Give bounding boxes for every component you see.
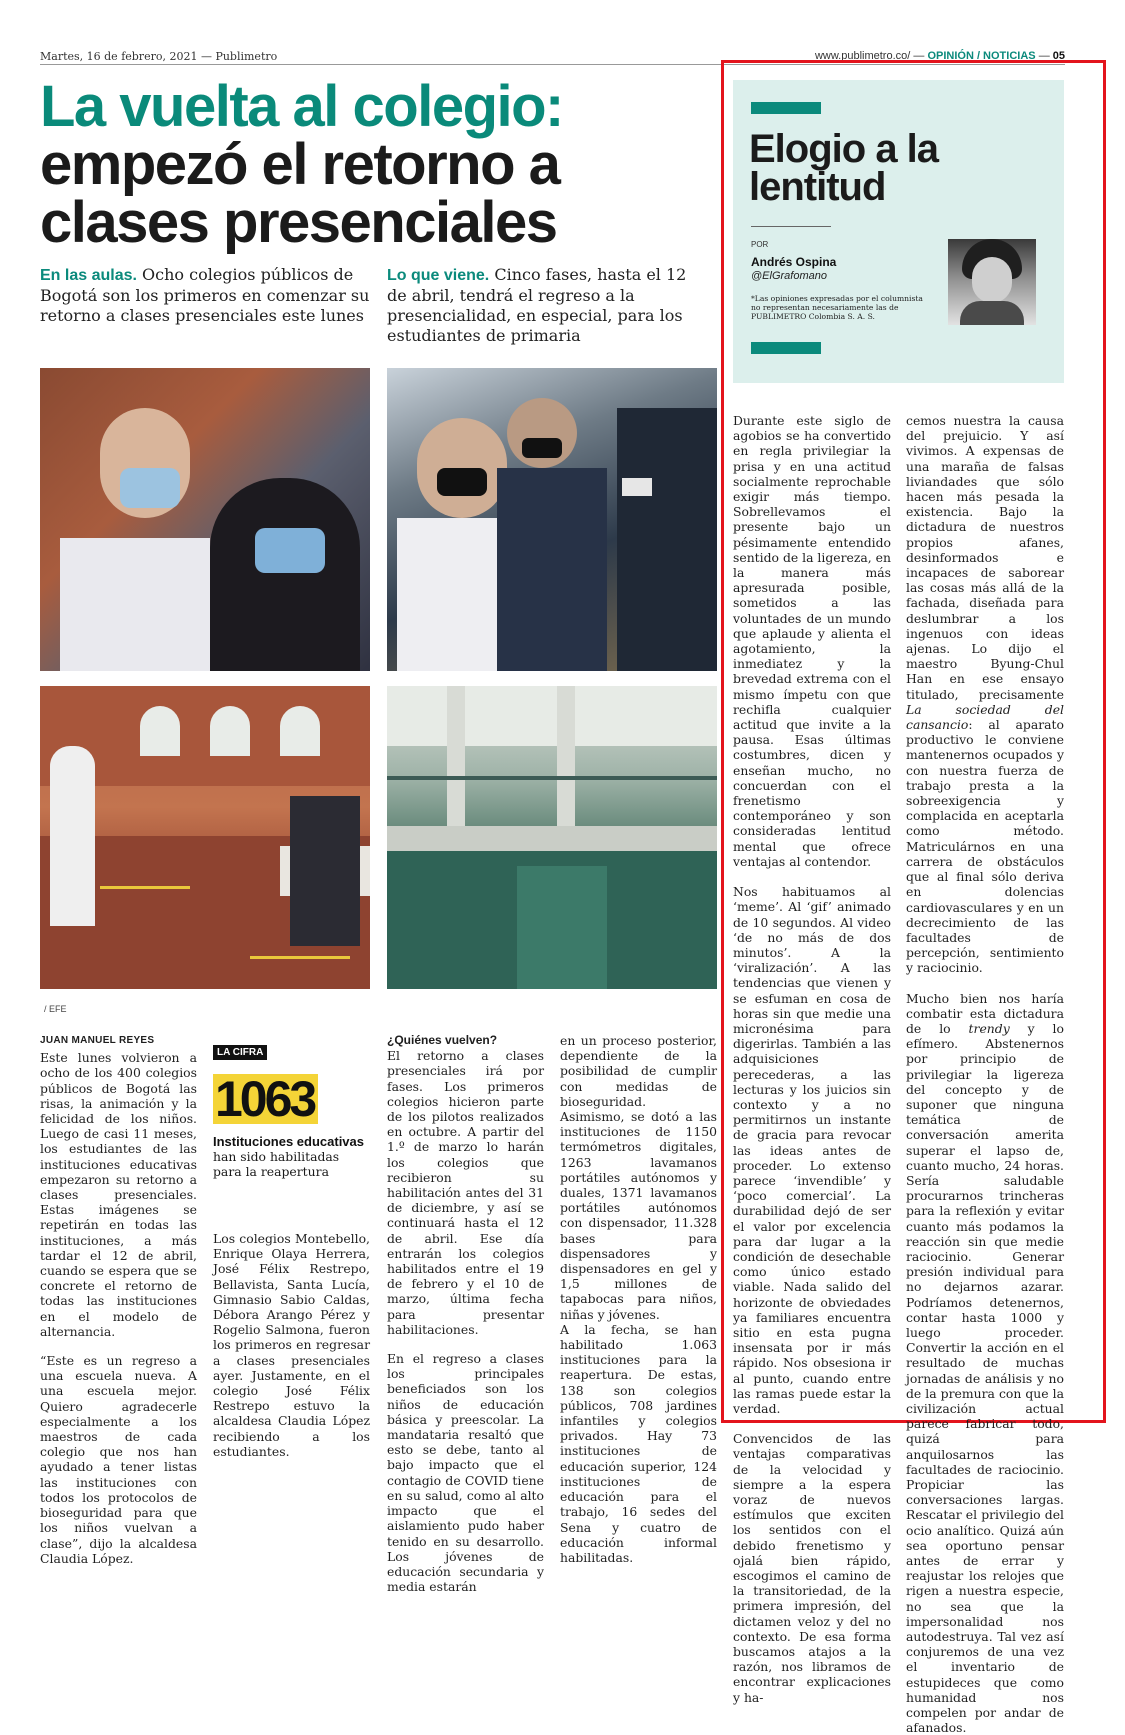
author-prefix: POR [751, 240, 769, 249]
book-title: La sociedad del cansancio [906, 701, 1064, 733]
article-deck-left [40, 265, 370, 326]
header-url: www.publimetro.co/ — [814, 50, 925, 62]
opinion-header-box [733, 80, 1064, 383]
text-run: Mucho bien nos haría combatir esta dictadura de lo [906, 990, 1064, 1036]
title-divider [751, 226, 831, 227]
photo-classroom-desks [40, 686, 370, 989]
paragraph: A la fecha, se han habilitado 1.063 instituciones para la reapertura. De estas, 138 son colegios públicos, 708 jardines infantiles y colegios privados. Hay 73 instituciones de educación superior, 124 instituciones de educación para el trabajo, 16 sedes del Sena y cuatro de educación informal habilitadas. [560, 1321, 717, 1565]
deck-left-lead: En las aulas. [40, 267, 137, 284]
article-column-2 [213, 1231, 370, 1459]
article-column-1 [40, 1033, 197, 1566]
deck-left-text: Ocho colegios públicos de Bogotá son los primeros en comenzar su retorno a clases presenciales este lunes [40, 265, 370, 325]
paragraph: “Este es un regreso a una escuela nueva. A una escuela mejor. Quiero agradecerle especialmente a los maestros de cada colegio que nos han ayudado a tener listas las instituciones con todos los protocolos de bioseguridad para que los niños vuelvan a clase”, dijo la alcaldesa Claudia López. [40, 1353, 197, 1566]
photo-credit: / EFE [44, 1004, 67, 1014]
accent-bar [751, 102, 821, 114]
paragraph [906, 991, 1064, 1735]
subhead: ¿Quiénes vuelven? [387, 1033, 498, 1047]
opinion-column-1 [733, 413, 891, 1705]
paragraph: En el regreso a clases los principales beneficiados son los niños de educación básica y preescolar. La mandataria resaltó que esto se debe, tanto al bajo impacto que el contagio de COVID tiene en su salud, como al alto impacto que el aislamiento pudo haber tenido en su desarrollo. Los jóvenes de educación secundaria y media estarán [387, 1351, 544, 1595]
article-headline [40, 74, 700, 255]
paragraph [906, 413, 1064, 976]
italic-term: trendy [968, 1020, 1010, 1036]
la-cifra-box [213, 1040, 370, 1179]
paragraph: Nos habituamos al ‘meme’. Al ‘gif’ animado de 10 segundos. Al video ‘de no más de dos minutos’. A la ‘viralización’. A las tendencias que vienen y se esfuman en cosa de horas sin que medie una micronésima para digerirlas. También a las adquisiciones perecederas, a las lecturas y los juicios sin contexto y a no permitirnos un instante de gracia para revocar las ideas antes de proceder. Lo extenso parece ‘invendible’ y ‘poco comercial’. La durabilidad dejó de ser el valor por excelencia para dar lugar a la condición de desechable como único estado viable. Nada salido del horizonte de obviedades ya familiares encuentra sitio en esta pugna insensata por ir más rápido. Nos obsesiona ir al punto, cuando entre las ramas puede estar la verdad. [733, 884, 891, 1416]
author-portrait [948, 239, 1036, 325]
text-run: y lo efímero. Abstenernos por principio de privilegiar la ligereza del concepto y de suponer que ninguna temática de conversación amerita superar el lapso de, cuanto mucho, 24 horas. Sería saludable procurarnos trincheras para la reflexión y evitar cuanto más podamos la reacción sin que medie raciocinio. Generar presión individual para no dejarnos azarar. Podríamos detenernos, contar hasta 1000 y luego proceder. Convertir la acción en el resultado de muchas jornadas de análisis y no de la premura con que la civilización actual parece fabricar todo, quizá para anquilosarnos las facultades de raciocinio. Propiciar las conversaciones largas. Rescatar el privilegio del ocio analítico. Quizá aún sea oportuno pensar antes de errar y reajustar los relojes que rigen a nuestra especie, no sea que la impersonalidad nos autodestruya. Tal vez así conjuremos de una vez el inventario de estupideces que como humanidad nos compelen por andar de afanados. [906, 1020, 1064, 1735]
accent-bar [751, 342, 821, 354]
header-page-separator: — [1038, 50, 1050, 62]
opinion-column-2 [906, 413, 1064, 1735]
photo-students-masks-classroom [40, 368, 370, 671]
article-column-4 [560, 1033, 717, 1565]
paragraph: Este lunes volvieron a ocho de los 400 colegios públicos de Bogotá las risas, la animación y la felicidad de los niños. Luego de casi 11 meses, los estudiantes de las instituciones educativas empezaron su retorno a clases presenciales. Estas imágenes se repetirán en todas las instituciones, a más tardar el 12 de abril, cuando se espera que se concrete el retorno de todas las instituciones en el modelo de alternancia. [40, 1050, 197, 1339]
photo-temperature-check [387, 368, 717, 671]
headline-line-1: La vuelta al colegio: [40, 74, 563, 139]
paragraph: Durante este siglo de agobios se ha convertido en regla privilegiar la prisa y en una actitud socialmente reprochable exigir más tiempo. Sobrellevamos el presente bajo un pésimamente entendido sentido de la ligereza, en la manera más apresurada posible, sometidos a las voluntades de un mundo que aplaude y alienta el agotamiento, la inmediatez y la brevedad extrema con el mismo ímpetu con que rechifla cualquier actitud que invite a la pausa. Esas últimas costumbres, dicen y enseñan mucho, no concuerdan con el frenetismo contemporáneo y son consideradas lentitud mental que ofrece ventajas al contendor. [733, 413, 891, 869]
headline-line-2: empezó el retorno a clases presenciales [40, 132, 560, 255]
la-cifra-tag: LA CIFRA [213, 1045, 267, 1060]
disclaimer-note: *Las opiniones expresadas por el columnista no representan necesariamente las de PUBLIMETRO Colombia S. A. S. [751, 294, 923, 321]
text-run: : al aparato productivo le conviene mantenernos ocupados y con nuestra fuerza de trabajo presta a la sobreexigencia y complacida en aceptarla como método. Matriculárnos en una carrera de obstáculos que al final sólo deriva en dolencias cardiovasculares y en un decrecimiento de las facultades de percepción, sentimiento y raciocinio. [906, 717, 1064, 976]
opinion-title-line-1: Elogio a la [749, 127, 939, 171]
paragraph: Los colegios Montebello, Enrique Olaya Herrera, José Félix Restrepo, Bellavista, Santa Lucía, Gimnasio Sabio Caldas, Débora Arango Pérez y Rogelio Salmona, fueron los primeros en regresar a clases presenciales ayer. Justamente, en el colegio José Félix Restrepo estuvo la alcaldesa Claudia López recibiendo a los estudiantes. [213, 1231, 370, 1459]
author-handle: @ElGrafomano [751, 270, 827, 282]
la-cifra-number: 1063 [213, 1074, 318, 1124]
byline: JUAN MANUEL REYES [40, 1035, 155, 1046]
page-number: 05 [1052, 50, 1065, 62]
text-run: cemos nuestra la causa del prejuicio. Y así vivimos. A expensas de una maraña de falsas liviandades que sólo hacen más pesada la existencia. Bajo la dictadura de nuestros propios afanes, desinformados e incapaces de saborear las cosas más allá de la fachada, diseñada para deslumbrar a los ingenuos con ideas ajenas. Lo dijo el maestro Byung-Chul Han en ese ensayo titulado, precisamente [906, 413, 1064, 702]
la-cifra-description: han sido habilitadas para la reapertura [213, 1149, 340, 1179]
paragraph: en un proceso posterior, dependiente de la posibilidad de cumplir con medidas de bioseguridad. [560, 1033, 717, 1109]
opinion-title [749, 127, 1049, 209]
paragraph: Asimismo, se dotó a las instituciones de 1150 termómetros digitales, 1263 lavamanos portátiles autónomos y duales, 1371 lavamanos portátiles autónomos con dispensador, 11.328 bases para dispensadores y dispensadores en gel y 1,5 millones de tapabocas para niños, niñas y jóvenes. [560, 1109, 717, 1322]
article-deck-right [387, 265, 687, 346]
opinion-title-line-2: lentitud [749, 165, 886, 209]
header-section: OPINIÓN / NOTICIAS [927, 50, 1036, 62]
paragraph: Convencidos de las ventajas comparativas de la velocidad y siempre a la espera voraz de nuevos estímulos que exciten los sentidos con el debido frenetismo y ojalá bien rápido, escogimos el camino de la transitoriedad, de la primera impresión, del dictamen veloz y del no contexto. De esa forma buscamos atajos a la razón, nos libramos de encontrar explicaciones y ha- [733, 1431, 891, 1705]
running-header-date: Martes, 16 de febrero, 2021 — Publimetro [40, 50, 278, 63]
article-column-3 [387, 1033, 544, 1594]
deck-right-text: Cinco fases, hasta el 12 de abril, tendrá el regreso a la presencialidad, en especial, para los estudiantes de primaria [387, 265, 687, 345]
photo-school-corridor [387, 686, 717, 989]
author-name: Andrés Ospina [751, 255, 837, 269]
paragraph: El retorno a clases presenciales irá por fases. Los primeros colegios hicieron parte de los pilotos realizados en octubre. A partir del 1.º de marzo lo harán los colegios que recibieron su habilitación antes del 31 de diciembre, y así se continuará hasta el 12 de abril. Ese día entrarán los colegios habilitados entre el 19 de febrero y el 10 de marzo, última fecha para presentar habilitaciones. [387, 1048, 544, 1337]
la-cifra-title: Instituciones educativas [213, 1134, 364, 1149]
deck-right-lead: Lo que viene. [387, 267, 490, 284]
